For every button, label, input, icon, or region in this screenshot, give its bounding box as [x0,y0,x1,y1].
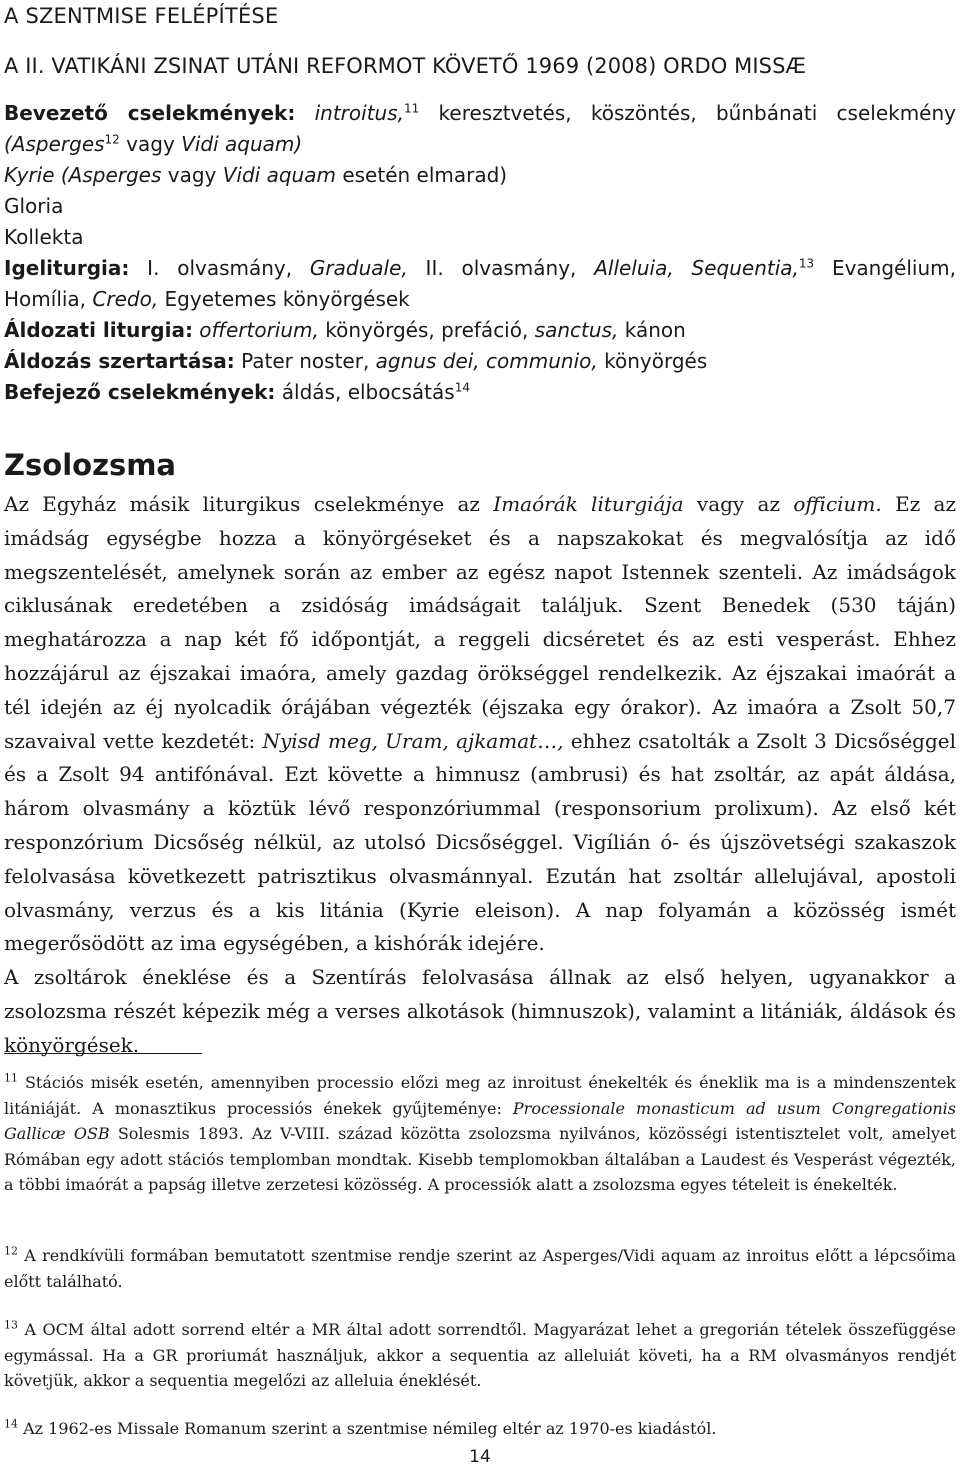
kyrie-line: Kyrie (Asperges vagy Vidi aquam esetén elmarad) [4,163,508,187]
kollekta-line: Kollekta [4,225,84,249]
concluding-rites-line: Befejező cselekmények: áldás, elbocsátás$^{14}$ [4,380,470,404]
communion-rite-line: Áldozás szertartása: Pater noster, agnus dei, communio, könyörgés [4,349,708,373]
zsolozsma-body [4,488,956,1063]
homily-line: Homília, Credo, Egyetemes könyörgések [4,287,410,311]
zsolozsma-heading: Zsolozsma [4,448,177,482]
liturgy-of-word-line: Igeliturgia: I. olvasmány, Graduale, II. olvasmány, Alleluia, Sequentia,$^{13}$ Evangélium, [4,256,956,280]
asperges-line: (Asperges$^{12}$ vagy Vidi aquam) [4,132,303,156]
footnote-ref: 11 [404,101,420,116]
intro-rites-line: Bevezető cselekmények: introitus,$^{11}$ keresztvetés, köszöntés, bűnbánati cselekmény [4,101,956,125]
paragraph: Az Egyház másik liturgikus cselekménye az Imaórák liturgiája vagy az officium. Ez az imádság egységbe hozza a könyörgéseket és a napszakokat és megvalósítja az idő megszentelését, amelynek során az ember az egész napot Istennek szenteli. Az imádságok ciklusának eredetében a zsidóság imádságait találjuk. Szent Benedek (530 táján) meghatározza a nap két fő időpontját, a reggeli dicséretet és az esti vesperást. Ehhez hozzájárul az éjszakai imaóra, amely gazdag örökséggel rendelkezik. Az éjszakai imaórát a tél idején az éj nyolcadik órájában végezték (éjszaka egy órakor). Az imaóra a Zsolt 50,7 szavaival vette kezdetét: Nyisd meg, Uram, ajkamat…, ehhez csatolták a Zsolt 3 Dicsőséggel és a Zsolt 94 antifónával. Ezt követte a himnusz (ambrusi) és hat zsoltár, az apát áldása, három olvasmány a köztük lévő responzóriummal (responsorium prolixum). Az első két responzórium Dicsőség nélkül, az utolsó Dicsőséggel. Vigílián ó- és újszövetségi szakaszok felolvasása következett patrisztikus olvasmánnyal. Ezután hat zsoltár allelujával, apostoli olvasmány, verzus és a kis litánia (Kyrie eleison). A nap folyamán a közösség ismét megerősödött az ima egységében, a kishórák idejére. [4,492,957,956]
eucharistic-liturgy-line: Áldozati liturgia: offertorium, könyörgés, prefáció, sanctus, kánon [4,318,686,342]
footnote-14: $^{14}$ Az 1962-es Missale Romanum szerint a szentmise némileg eltér az 1970-es kiadástól. [4,1417,717,1438]
footnote-separator [4,1053,202,1054]
footnote-13: $^{13}$ A OCM által adott sorrend eltér a MR által adott sorrendtől. Magyarázat lehet a gregorián tételek összefüggése egymással. Ha a GR proriumát használjuk, akkor a sequentia az alleluiát követi, ha a RM olvasmányos rendjét követjük, akkor a sequentia megelőzi az alleluia éneklését. [4,1318,956,1391]
section-heading: A II. VATIKÁNI ZSINAT UTÁNI REFORMOT KÖVETŐ 1969 (2008) ORDO MISSÆ [4,54,807,78]
footnote-11: $^{11}$ Stációs misék esetén, amennyiben processio előzi meg az inroitust énekelték és éneklik ma is a mindenszentek litániáját. A monasztikus processiós énekek gyűjteménye: Processionale monasticum ad usum Congregationis Gallicæ OSB Solesmis 1893. Az V-VIII. század közötta zsolozsma nyilvános, közösségi istentisztelet volt, amelyet Rómában egy adott stációs templomban mondtak. Kisebb templomokban általában a Laudest és Vesperást végezték, a többi imaórát a papság illetve zerzetesi közösség. A processiók alatt a zsolozsma egyes tételeit is énekelték. [4,1071,956,1195]
mass-structure-list [4,98,956,408]
paragraph: A zsoltárok éneklése és a Szentírás felolvasása állnak az első helyen, ugyanakkor a zsolozsma részét képezik még a verses alkotások (himnuszok), valamint a litániák, áldások és könyörgések. [4,965,956,1057]
gloria-line: Gloria [4,194,64,218]
footnote-ref: 14 [454,380,470,395]
page-number: 14 [469,1447,491,1467]
footnote-ref: 13 [798,256,815,271]
document-heading: A SZENTMISE FELÉPÍTÉSE [4,4,279,28]
footnote-12: $^{12}$ A rendkívüli formában bemutatott szentmise rendje szerint az Asperges/Vidi aquam az inroitus előtt a lépcsőima előtt található. [4,1244,956,1291]
footnote-ref: 12 [104,132,120,147]
